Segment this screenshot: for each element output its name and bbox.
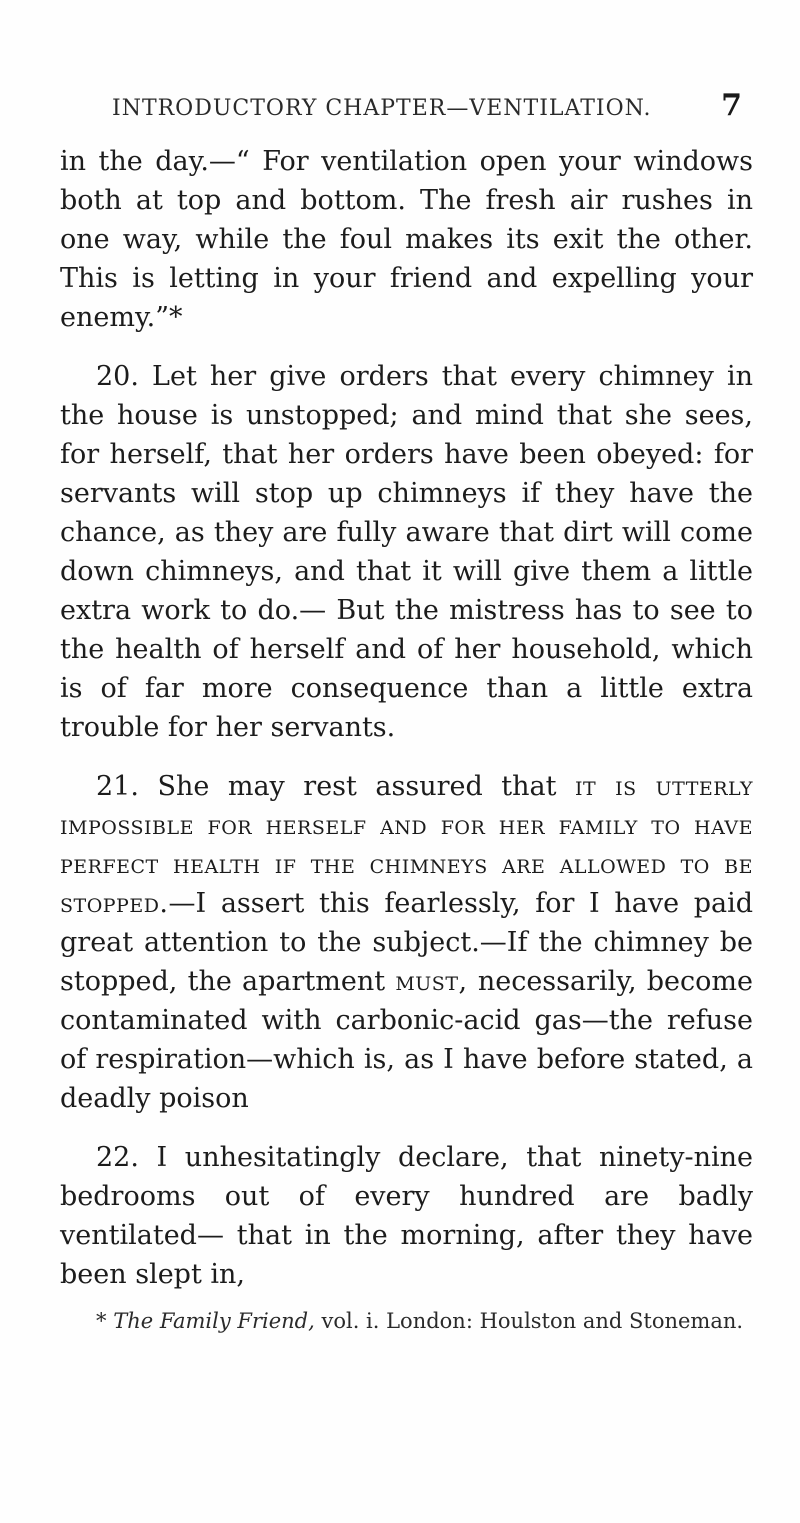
emphasis-small-caps: it is utterly impossible for herself and for her family to have perfect health if the chimneys are allowed to be stopped. — [60, 771, 754, 919]
paragraph-continuation — [60, 142, 753, 337]
paragraph-number: 22. — [96, 1142, 139, 1173]
footnote-text: vol. i. London: Houlston and Stoneman. — [321, 1309, 744, 1333]
paragraph-number: 20. — [96, 361, 139, 392]
paragraph-22 — [60, 1138, 753, 1294]
page-number: 7 — [721, 88, 742, 123]
running-header — [112, 88, 742, 128]
paragraph-number: 21. — [96, 771, 139, 802]
emphasis-small-caps: must, — [395, 966, 468, 997]
chapter-heading: INTRODUCTORY CHAPTER—VENTILATION. — [112, 96, 652, 121]
paragraph-20 — [60, 357, 753, 747]
paragraph-text: —I assert this fearlessly, for I have paid great attention to the subject.—If the chimney be stopped, the apartment — [60, 888, 753, 997]
paragraph-text: I unhesitatingly declare, that ninety-nine bedrooms out of every hundred are badly ventilated— that in the morning, after they have been slept in, — [60, 1142, 753, 1290]
footnote-mark: * — [96, 1309, 107, 1333]
footnote-source-title: The Family Friend, — [113, 1309, 315, 1333]
paragraph-text: Let her give orders that every chimney in the house is unstopped; and mind that she sees, for herself, that her orders have been obeyed: for servants will stop up chimneys if they have the chance, as they are fully aware that dirt will come down chimneys, and that it will give them a little extra work to do.— But the mistress has to see to the health of herself and of her household, which is of far more consequence than a little extra trouble for her servants. — [60, 361, 753, 743]
footnote — [60, 1305, 753, 1337]
body-text — [60, 142, 753, 1314]
paragraph-text: in the day.—“ For ventilation open your windows both at top and bottom. The fresh air rushes in one way, while the foul makes its exit the other. This is letting in your friend and expelling your enemy.”* — [60, 146, 753, 333]
paragraph-text: necessarily, become contaminated with carbonic-acid gas—the refuse of respiration—which is, as I have before stated, a deadly poison — [60, 966, 753, 1114]
paragraph-21 — [60, 767, 753, 1118]
paragraph-text: She may rest assured that — [157, 771, 557, 802]
